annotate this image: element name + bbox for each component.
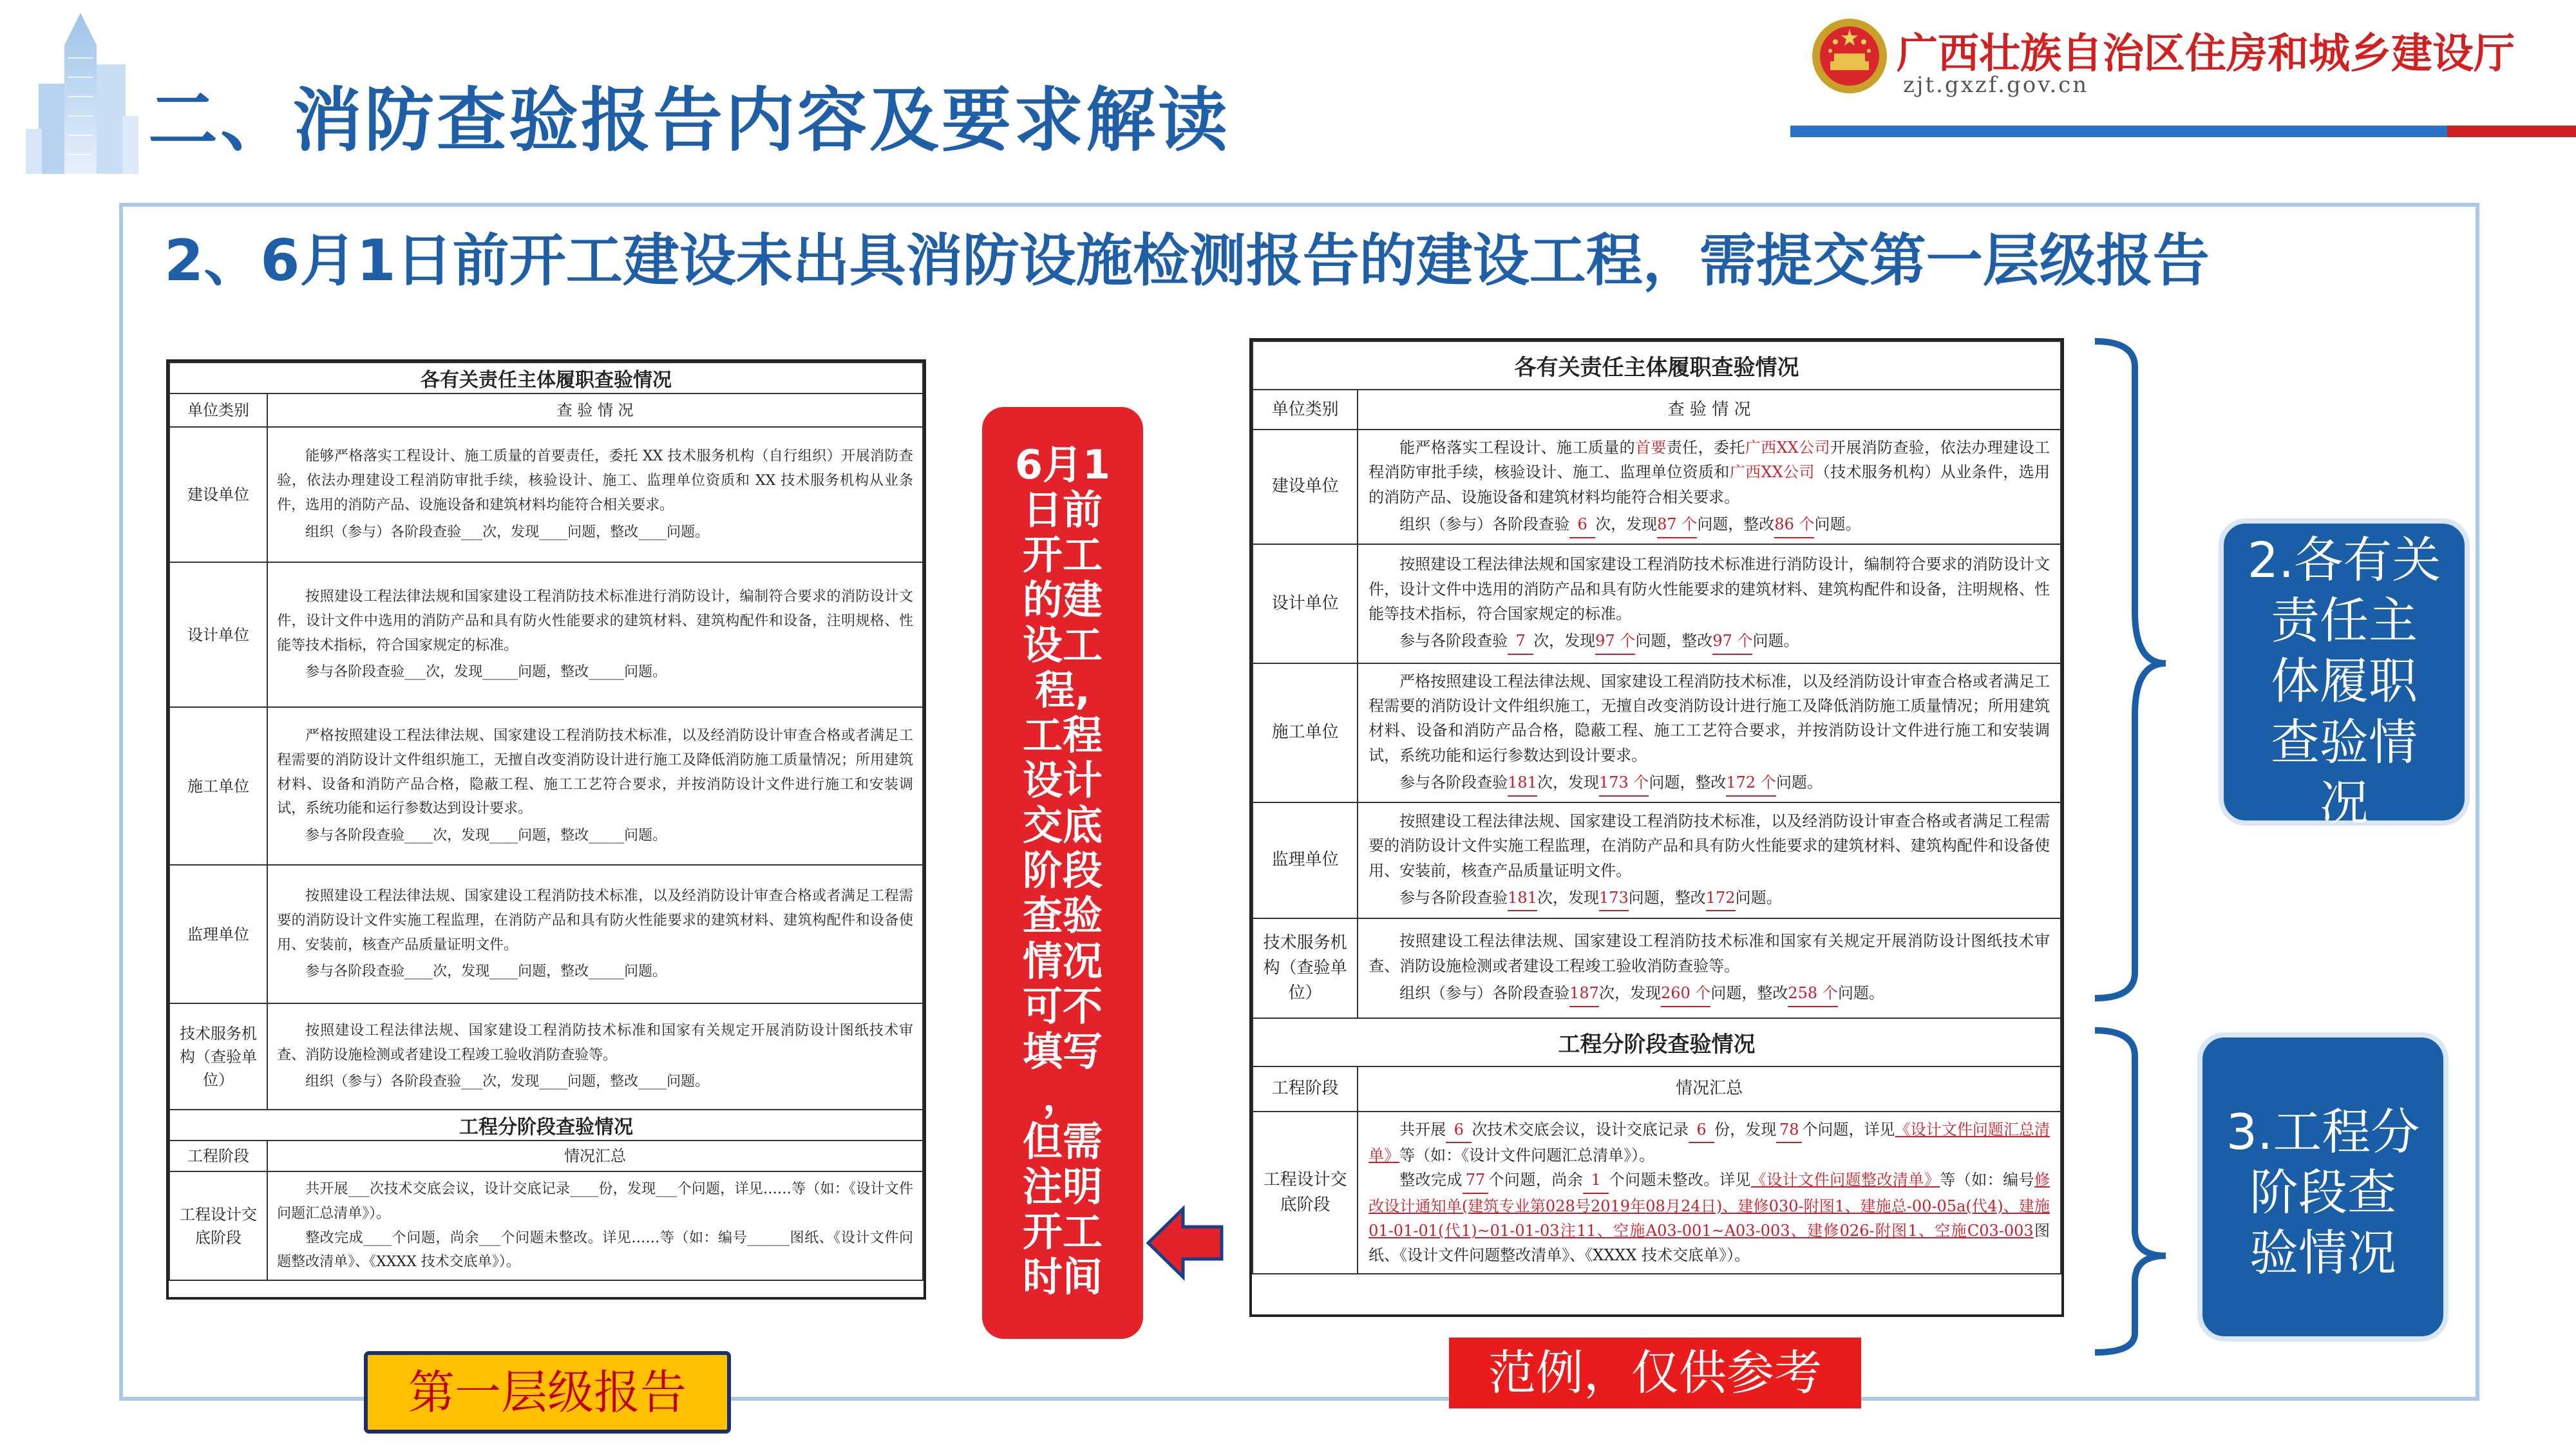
text-seg: 个问题，详见 <box>1802 1120 1895 1139</box>
text-seg: 次技术交底会议，设计交底记录 <box>1472 1120 1689 1139</box>
callout-line: 阶段 <box>1022 847 1103 895</box>
text-seg: 问题，整改 <box>1710 984 1788 1003</box>
table-row-label: 设计单位 <box>1253 544 1358 663</box>
callout-line: 查验情 <box>2271 713 2418 771</box>
filled-value: 173 个 <box>1599 770 1649 796</box>
text-seg: 问题。 <box>1752 632 1799 650</box>
text-seg: 次，发现 <box>1595 515 1658 534</box>
callout-line: 查验 <box>1022 892 1103 940</box>
example-stage-title: 工程分阶段查验情况 <box>1253 1018 2061 1066</box>
filled-value: 1 <box>1583 1168 1609 1193</box>
filled-value: 87 个 <box>1657 512 1697 538</box>
example-stage-col2: 情况汇总 <box>1358 1066 2061 1112</box>
text-seg: 次，发现 <box>1537 888 1599 907</box>
text-seg: 问题，整改 <box>1697 515 1775 534</box>
example-stage-col1: 工程阶段 <box>1253 1066 1358 1112</box>
filled-value: 6 <box>1569 512 1595 538</box>
callout-line: 3.工程分 <box>2226 1103 2420 1160</box>
row-summary: 参与各阶段查验____次，发现____问题，整改_____问题。 <box>305 963 667 980</box>
page-title: 二、消防查验报告内容及要求解读 <box>148 80 1231 161</box>
callout-line: 验情况 <box>2249 1224 2396 1282</box>
example-doc-title: 各有关责任主体履职查验情况 <box>1253 341 2061 390</box>
filled-value: 173 <box>1599 886 1629 911</box>
callout-line: 可不 <box>1022 982 1103 1030</box>
filled-value: 172 <box>1706 886 1736 911</box>
filled-value: 78 <box>1776 1117 1802 1143</box>
filled-value: 6 <box>1446 1117 1472 1143</box>
row-text: 严格按照建设工程法律法规、国家建设工程消防技术标准，以及经消防设计审查合格或者满足工程需要的消防设计文件组织施工，无擅自改变消防设计进行施工及降低消防施工质量情况；所用建筑材料、设备和消防产品合格，隐蔽工程、施工工艺符合要求，并按消防设计文件进行施工和安装调试，系统功能和运行参数达到设计要求。 <box>1368 672 2050 764</box>
row-text: 能够严格落实工程设计、施工质量的首要责任，委托 XX 技术服务机构（自行组织）开展消防查验，依法办理建设工程消防审批手续，核验设计、施工、监理单位资质和 XX 技术服务机构从业条件，选用的消防产品、设施设备和建筑材料均能符合相关要求。 <box>277 448 913 513</box>
text-seg: 问题。 <box>1837 984 1884 1003</box>
table-row-label: 建设单位 <box>1253 430 1358 544</box>
callout-line: 6月1 <box>1014 441 1111 488</box>
text-seg: 组织（参与）各阶段查验 <box>1399 515 1570 534</box>
example-report-document <box>1249 338 2064 1317</box>
header-bar-blue <box>1790 126 2447 137</box>
text-seg: 参与各阶段查验 <box>1399 773 1508 792</box>
label-first-level-report: 第一层级报告 <box>364 1351 731 1434</box>
brace-connector-icon <box>2090 328 2167 1359</box>
text-seg: 共开展 <box>1399 1120 1446 1139</box>
row-text: 严格按照建设工程法律法规、国家建设工程消防技术标准，以及经消防设计审查合格或者满足工程需要的消防设计文件组织施工，无擅自改变消防设计进行施工及降低消防施工质量情况；所用建筑材料、设备和消防产品合格，隐蔽工程、施工工艺符合要求，并按消防设计文件进行施工和安装调试，系统功能和运行参数达到设计要求。 <box>277 727 913 817</box>
text-seg: 问题，整改 <box>1628 888 1706 907</box>
filled-value: 97 个 <box>1712 629 1752 654</box>
template-col-unit-type: 单位类别 <box>169 393 267 427</box>
stage-text-2: 整改完成____个问题，尚余___个问题未整改。详见……等（如：编号______图纸、《设计文件问题整改清单》、《XXXX 技术交底单》）。 <box>277 1229 913 1271</box>
filled-value: 260 个 <box>1661 981 1710 1007</box>
text-seg: 次，发现 <box>1598 984 1661 1003</box>
row-summary <box>1368 629 2050 654</box>
text-highlight: 广西XX公司 <box>1745 439 1830 457</box>
row-text: 按照建设工程法律法规和国家建设工程消防技术标准进行消防设计，编制符合要求的消防设计文件，设计文件中选用的消防产品和具有防火性能要求的建筑材料、建筑构配件和设备，注明规格、性能等技术指标，符合国家规定的标准。 <box>277 588 913 654</box>
stage-text-1: 共开展___次技术交底会议，设计交底记录____份，发现___个问题，详见……等（如：《设计文件问题汇总清单》）。 <box>277 1181 913 1222</box>
row-text: 按照建设工程法律法规、国家建设工程消防技术标准，以及经消防设计审查合格或者满足工程需要的消防设计文件实施工程监理，在消防产品和具有防火性能要求的建筑材料、建筑构配件和设备使用、安装前，核查产品质量证明文件。 <box>277 887 913 953</box>
row-summary: 组织（参与）各阶段查验___次，发现____问题，整改____问题。 <box>305 1074 710 1090</box>
organization-url: zjt.gxzf.gov.cn <box>1903 72 2089 98</box>
callout-line: 交底 <box>1022 802 1103 849</box>
text-seg: 个问题，尚余 <box>1488 1171 1584 1189</box>
text-seg: 问题，整改 <box>1635 632 1713 650</box>
callout-line: 程, <box>1035 667 1090 714</box>
template-report-document <box>166 359 926 1300</box>
note-callout-stage <box>2197 1032 2448 1341</box>
row-summary: 参与各阶段查验___次，发现_____问题，整改_____问题。 <box>305 664 667 681</box>
table-row-label: 施工单位 <box>1253 663 1358 802</box>
row-text: 按照建设工程法律法规、国家建设工程消防技术标准，以及经消防设计审查合格或者满足工程需要的消防设计文件实施工程监理，在消防产品和具有防火性能要求的建筑材料、建筑构配件和设备使用、安装前，核查产品质量证明文件。 <box>1368 811 2050 880</box>
template-stage-col2: 情况汇总 <box>267 1141 923 1171</box>
stage-text-2 <box>1368 1168 2050 1268</box>
text-highlight: 广西XX公司 <box>1729 463 1815 482</box>
row-text: 按照建设工程法律法规、国家建设工程消防技术标准和国家有关规定开展消防设计图纸技术审查、消防设施检测或者建设工程竣工验收消防查验等。 <box>1368 932 2050 975</box>
table-row-label: 施工单位 <box>169 707 267 865</box>
filled-value: 86 个 <box>1774 512 1814 538</box>
callout-line: 工程 <box>1022 712 1103 759</box>
callout-line: 时间 <box>1022 1253 1103 1300</box>
building-logo-icon <box>19 6 142 180</box>
callout-line: 填写 <box>1022 1027 1103 1075</box>
callout-line: 设计 <box>1022 757 1103 804</box>
template-stage-col1: 工程阶段 <box>169 1141 267 1171</box>
text-seg: 份，发现 <box>1714 1120 1777 1139</box>
text-seg: 问题。 <box>1735 888 1782 907</box>
left-arrow-icon <box>1143 1201 1227 1285</box>
row-summary <box>1368 886 2050 911</box>
callout-line: 的建 <box>1022 576 1103 624</box>
table-row-label: 工程设计交底阶段 <box>1253 1112 1358 1274</box>
stage-text-1 <box>1368 1117 2050 1168</box>
row-text: 按照建设工程法律法规和国家建设工程消防技术标准进行消防设计，编制符合要求的消防设计文件，设计文件中选用的消防产品和具有防火性能要求的建筑材料、建筑构配件和设备，注明规格、性能等技术指标，符合国家规定的标准。 <box>1368 555 2050 623</box>
callout-line: 2.各有关 <box>2247 531 2441 589</box>
text-highlight: 修改设计通知单(建筑专业第028号2019年08月24日)、建修030-附图1、建施总-00-05a(代4)、建施01-01-01(代1)~01-01-03注11、空施A03-001~A03-003、建修026-附图1、空施C03-003 <box>1368 1171 2050 1240</box>
table-row-label: 建设单位 <box>169 427 267 562</box>
section-subtitle: 2、6月1日前开工建设未出具消防设施检测报告的建设工程，需提交第一层级报告 <box>164 227 2210 294</box>
text-seg: 图纸、《设计文件问题整改清单》、《XXXX 技术交底单》）。 <box>1368 1222 2050 1265</box>
text-highlight: 《设计文件问题整改清单》 <box>1750 1171 1940 1189</box>
text-seg: 组织（参与）各阶段查验 <box>1399 984 1570 1003</box>
text-highlight: 首要 <box>1635 439 1667 457</box>
callout-line: 阶段查 <box>2249 1164 2396 1222</box>
callout-line: ， <box>1042 1072 1083 1120</box>
table-row-label: 技术服务机构（查验单位） <box>1253 918 1358 1018</box>
text-seg: 责任，委托 <box>1666 439 1745 457</box>
row-summary <box>1368 512 2050 538</box>
callout-line: 设工 <box>1022 621 1103 669</box>
filled-value: 7 <box>1508 629 1533 654</box>
filled-value: 77 <box>1463 1168 1488 1193</box>
callout-line: 日前 <box>1022 486 1103 534</box>
callout-line: 责任主 <box>2271 592 2418 650</box>
text-seg: 问题，整改 <box>1649 773 1727 792</box>
filled-value: 181 <box>1508 770 1537 796</box>
text-seg: 能严格落实工程设计、施工质量的 <box>1399 439 1636 457</box>
national-emblem-icon <box>1810 16 1890 97</box>
header-bar-red <box>2447 126 2576 137</box>
text-seg: 问题。 <box>1776 773 1823 792</box>
note-callout-responsibility <box>2219 518 2470 831</box>
filled-value: 97 个 <box>1595 629 1635 654</box>
note-callout-red <box>982 407 1143 1339</box>
callout-line: 况 <box>2320 773 2369 831</box>
row-summary <box>1368 981 2050 1007</box>
filled-value: 181 <box>1508 886 1537 911</box>
row-summary: 参与各阶段查验____次，发现____问题，整改_____问题。 <box>305 828 667 844</box>
text-seg: 整改完成 <box>1399 1171 1463 1189</box>
callout-line: 注明 <box>1022 1162 1103 1210</box>
text-seg: 开展消防查验，依法办理建设工程消防审批手续，核验设计、施工、监理单位资质和 <box>1368 439 2050 482</box>
table-row-label: 设计单位 <box>169 562 267 707</box>
filled-value: 6 <box>1689 1117 1714 1143</box>
label-example-reference: 范例，仅供参考 <box>1449 1338 1861 1408</box>
text-seg: 参与各阶段查验 <box>1399 888 1508 907</box>
template-stage-title: 工程分阶段查验情况 <box>169 1110 923 1141</box>
table-row-label: 技术服务机构（查验单位） <box>169 1003 267 1110</box>
template-col-inspection: 查 验 情 况 <box>267 393 923 427</box>
text-seg: 问题。 <box>1814 515 1861 534</box>
template-doc-title: 各有关责任主体履职查验情况 <box>169 363 923 393</box>
row-text <box>1368 435 2050 509</box>
organization-name: 广西壮族自治区住房和城乡建设厅 <box>1897 30 2515 78</box>
row-summary: 组织（参与）各阶段查验___次，发现____问题，整改____问题。 <box>305 524 710 540</box>
row-summary <box>1368 770 2050 796</box>
text-highlight: 《设计文件问题汇总清单》 <box>1368 1120 2050 1164</box>
callout-line: 体履职 <box>2271 652 2418 710</box>
table-row-label: 监理单位 <box>1253 802 1358 918</box>
text-seg: 次，发现 <box>1537 773 1599 792</box>
callout-line: 但需 <box>1022 1117 1103 1165</box>
table-row-label: 监理单位 <box>169 865 267 1003</box>
example-col-inspection: 查 验 情 况 <box>1358 390 2061 430</box>
filled-value: 172 个 <box>1726 770 1776 796</box>
filled-value: 187 <box>1569 981 1599 1007</box>
table-row-label: 工程设计交底阶段 <box>169 1171 267 1280</box>
callout-line: 情况 <box>1022 937 1103 985</box>
example-col-unit-type: 单位类别 <box>1253 390 1358 430</box>
row-text: 按照建设工程法律法规、国家建设工程消防技术标准和国家有关规定开展消防设计图纸技术审查、消防设施检测或者建设工程竣工验收消防查验等。 <box>277 1022 913 1063</box>
filled-value: 258 个 <box>1788 981 1837 1007</box>
text-seg: 次，发现 <box>1533 632 1596 650</box>
callout-line: 开工 <box>1022 1208 1103 1255</box>
callout-line: 开工 <box>1022 531 1103 579</box>
text-seg: 参与各阶段查验 <box>1399 632 1508 650</box>
text-seg: 等（如：编号 <box>1940 1171 2035 1189</box>
text-seg: （技术服务机构）从业条件，选用的消防产品、设施设备和建筑材料均能符合相关要求。 <box>1368 463 2050 506</box>
text-seg: 个问题未整改。详见 <box>1609 1171 1751 1189</box>
text-seg: 等（如：《设计文件问题汇总清单》）。 <box>1399 1146 1655 1164</box>
